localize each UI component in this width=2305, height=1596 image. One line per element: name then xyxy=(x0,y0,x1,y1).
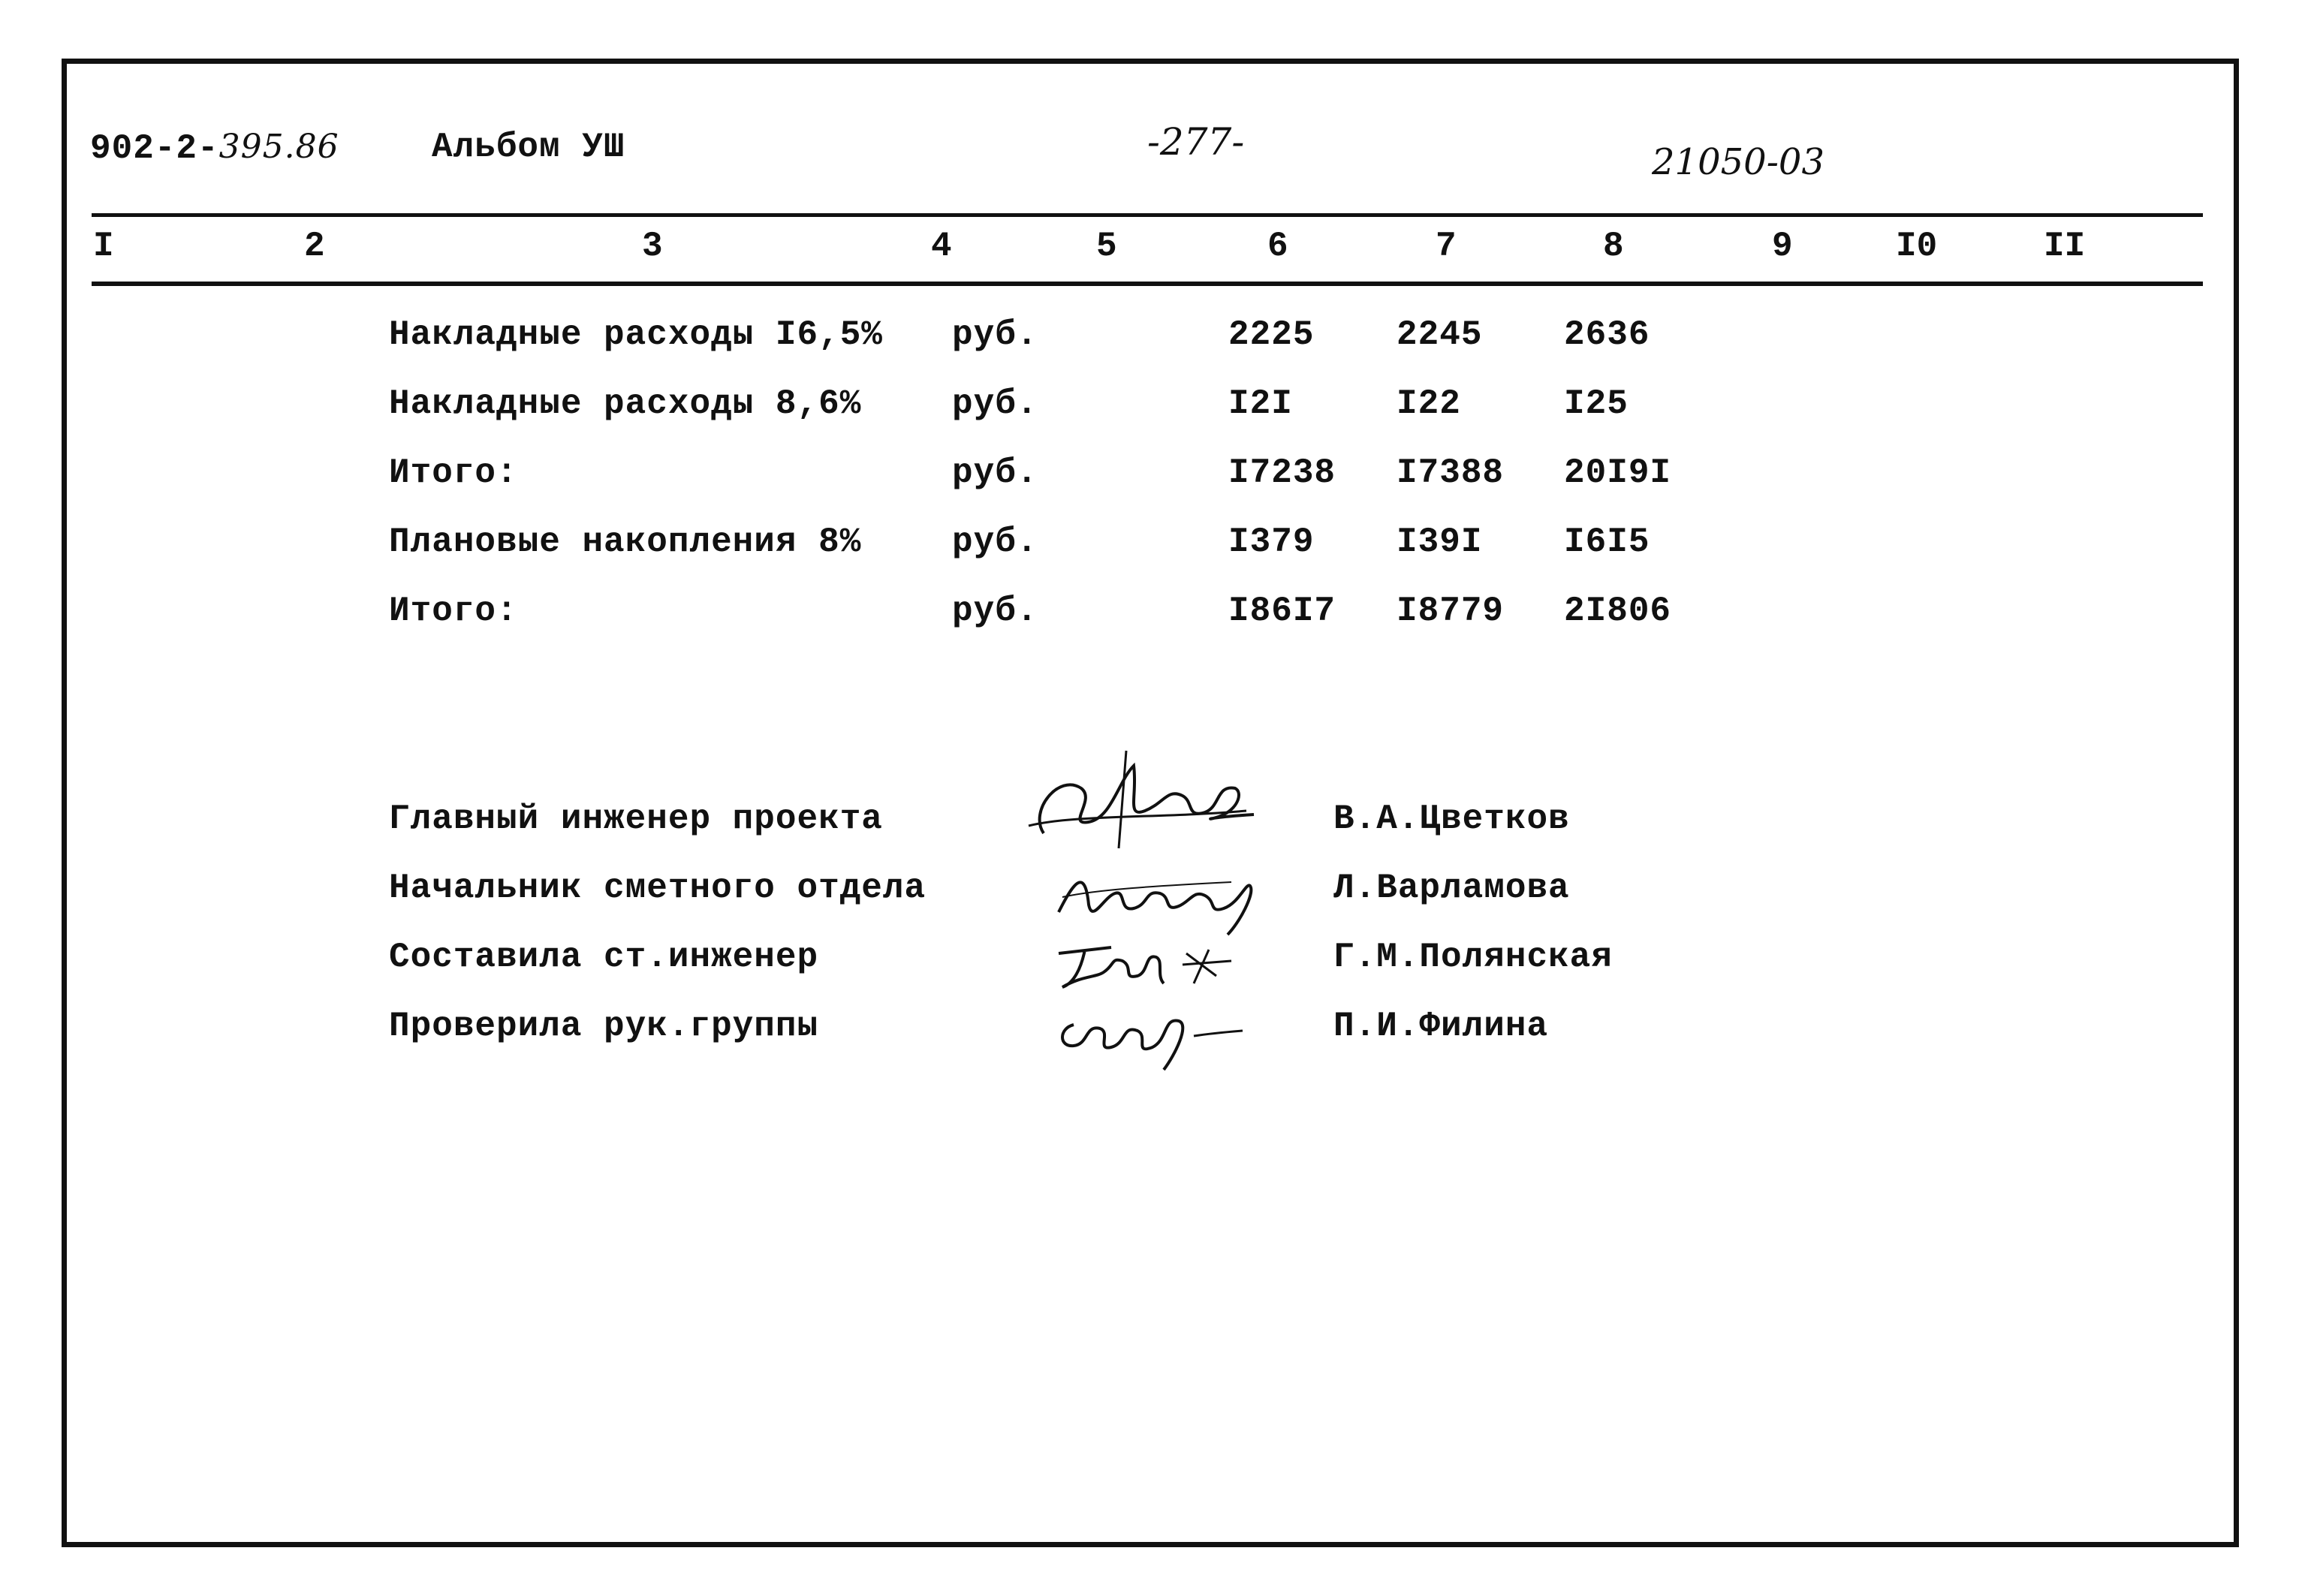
column-number-8: 8 xyxy=(1603,227,1624,266)
signatory-name: В.А.Цветков xyxy=(1333,800,1570,839)
row-col7: I22 xyxy=(1397,384,1461,423)
signatory-name: П.И.Филина xyxy=(1333,1007,1549,1046)
row-unit: руб. xyxy=(952,453,1038,492)
column-number-2: 2 xyxy=(304,227,325,266)
signatory-name: Г.М.Полянская xyxy=(1333,938,1613,977)
row-unit: руб. xyxy=(952,384,1038,423)
row-unit: руб. xyxy=(952,592,1038,631)
column-number-10: I0 xyxy=(1896,227,1938,266)
column-number-9: 9 xyxy=(1772,227,1793,266)
row-col6: 2225 xyxy=(1228,315,1315,354)
signature-engineer xyxy=(1051,931,1246,998)
album-title: Альбом УШ xyxy=(432,128,625,167)
row-name: Итого: xyxy=(389,592,518,631)
row-name: Итого: xyxy=(389,453,518,492)
column-number-3: 3 xyxy=(642,227,663,266)
row-col8: I6I5 xyxy=(1564,522,1650,562)
row-col6: I7238 xyxy=(1228,453,1336,492)
signatory-role: Составила ст.инженер xyxy=(389,938,819,977)
column-number-5: 5 xyxy=(1096,227,1117,266)
row-name: Плановые накопления 8% xyxy=(389,522,862,562)
row-unit: руб. xyxy=(952,522,1038,562)
signature-chief-engineer xyxy=(1014,743,1261,856)
signatory-role: Проверила рук.группы xyxy=(389,1007,819,1046)
signatory-name: Л.Варламова xyxy=(1333,869,1570,908)
signatory-role: Начальник сметного отдела xyxy=(389,869,927,908)
signatory-role: Главный инженер проекта xyxy=(389,800,883,839)
row-unit: руб. xyxy=(952,315,1038,354)
column-number-1: I xyxy=(93,227,114,266)
row-col8: I25 xyxy=(1564,384,1629,423)
page-number: -277- xyxy=(1147,120,1245,164)
row-col7: 2245 xyxy=(1397,315,1483,354)
column-number-11: II xyxy=(2044,227,2086,266)
row-name: Накладные расходы 8,6% xyxy=(389,384,862,423)
row-col8: 2I806 xyxy=(1564,592,1672,631)
row-col8: 2636 xyxy=(1564,315,1650,354)
row-col6: I2I xyxy=(1228,384,1293,423)
column-number-4: 4 xyxy=(931,227,952,266)
row-col8: 20I9I xyxy=(1564,453,1672,492)
document-code-handwritten: 395.86 xyxy=(218,128,339,166)
signature-group-leader xyxy=(1044,995,1254,1077)
signature-head-estimates xyxy=(1044,852,1269,942)
row-col6: I86I7 xyxy=(1228,592,1336,631)
row-col7: I39I xyxy=(1397,522,1483,562)
row-name: Накладные расходы I6,5% xyxy=(389,315,883,354)
document-number: 21050-03 xyxy=(1652,141,1824,183)
column-number-7: 7 xyxy=(1436,227,1457,266)
row-col7: I8779 xyxy=(1397,592,1505,631)
column-number-6: 6 xyxy=(1267,227,1288,266)
header-bottom-rule xyxy=(92,282,2203,286)
row-col6: I379 xyxy=(1228,522,1315,562)
row-col7: I7388 xyxy=(1397,453,1505,492)
header-top-rule xyxy=(92,213,2203,217)
document-code xyxy=(90,128,339,168)
document-code-prefix: 902-2- xyxy=(90,129,219,168)
